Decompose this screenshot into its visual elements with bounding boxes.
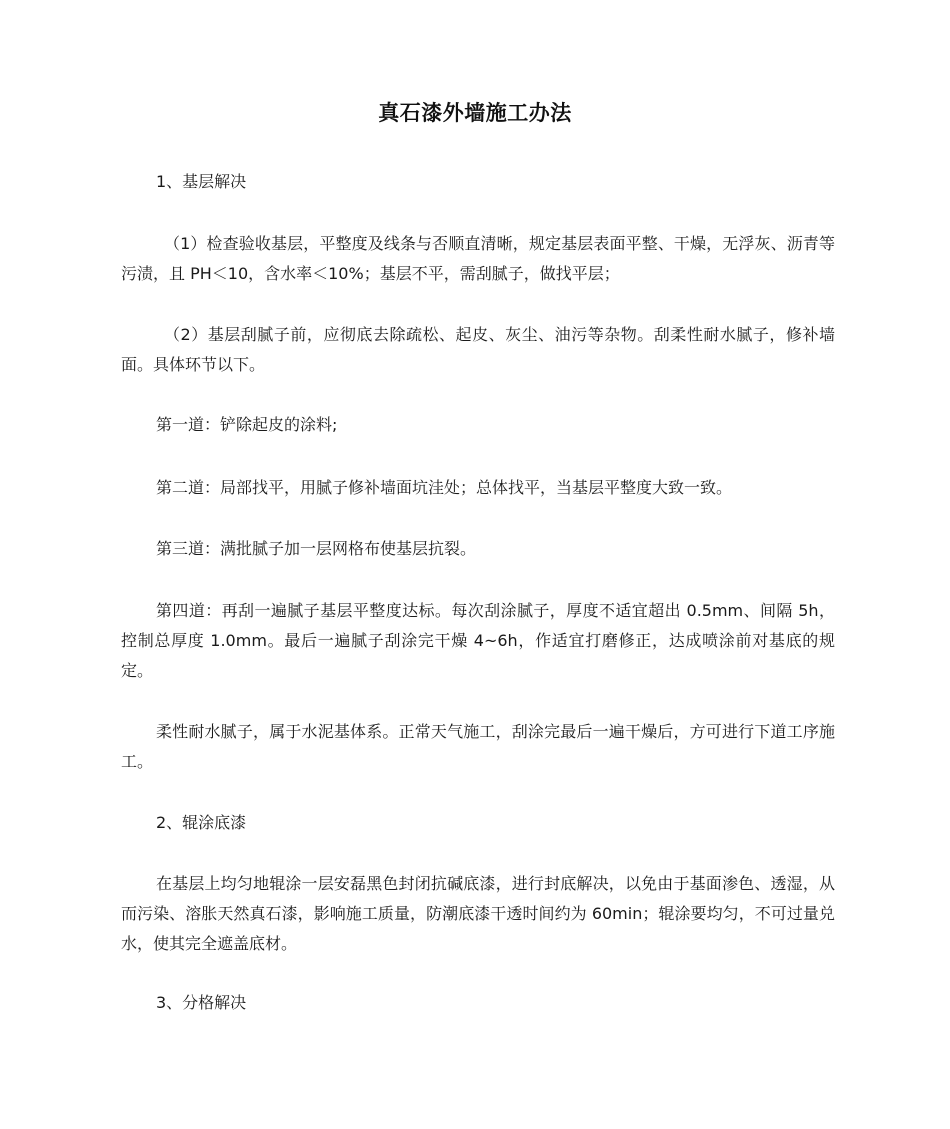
putty-note: 柔性耐水腻子，属于水泥基体系。正常天气施工，刮涂完最后一遍干燥后，方可进行下道工序施工。 <box>121 722 835 771</box>
document-title: 真石漆外墙施工办法 <box>378 101 572 125</box>
section-heading-3: 3、分格解决 <box>156 993 247 1012</box>
section-heading-1: 1、基层解决 <box>156 172 247 191</box>
paragraph-2-1: 在基层上均匀地辊涂一层安磊黑色封闭抗碱底漆，进行封底解决，以免由于基面渗色、透湿，从而污染、溶胀天然真石漆，影响施工质量，防潮底漆干透时间约为 60min；辊涂要均匀，不可过量兑水，使其完全遮盖底材。 <box>121 874 835 953</box>
step-4: 第四道：再刮一遍腻子基层平整度达标。每次刮涂腻子，厚度不适宜超出 0.5mm、间隔 5h，控制总厚度 1.0mm。最后一遍腻子刮涂完干燥 4~6h，作适宜打磨修正，达成喷涂前对基底的规定。 <box>121 601 835 680</box>
step-3: 第三道：满批腻子加一层网格布使基层抗裂。 <box>156 539 477 558</box>
paragraph-1-2: （2）基层刮腻子前，应彻底去除疏松、起皮、灰尘、油污等杂物。刮柔性耐水腻子，修补墙面。具体环节以下。 <box>121 325 835 374</box>
section-heading-2: 2、辊涂底漆 <box>156 813 247 832</box>
step-1: 第一道：铲除起皮的涂料; <box>156 415 338 434</box>
step-2: 第二道：局部找平，用腻子修补墙面坑洼处；总体找平，当基层平整度大致一致。 <box>156 478 733 497</box>
paragraph-1-1: （1）检查验收基层，平整度及线条与否顺直清晰，规定基层表面平整、干燥，无浮灰、沥青等污渍，且 PH＜10，含水率＜10%；基层不平，需刮腻子，做找平层； <box>121 234 835 283</box>
